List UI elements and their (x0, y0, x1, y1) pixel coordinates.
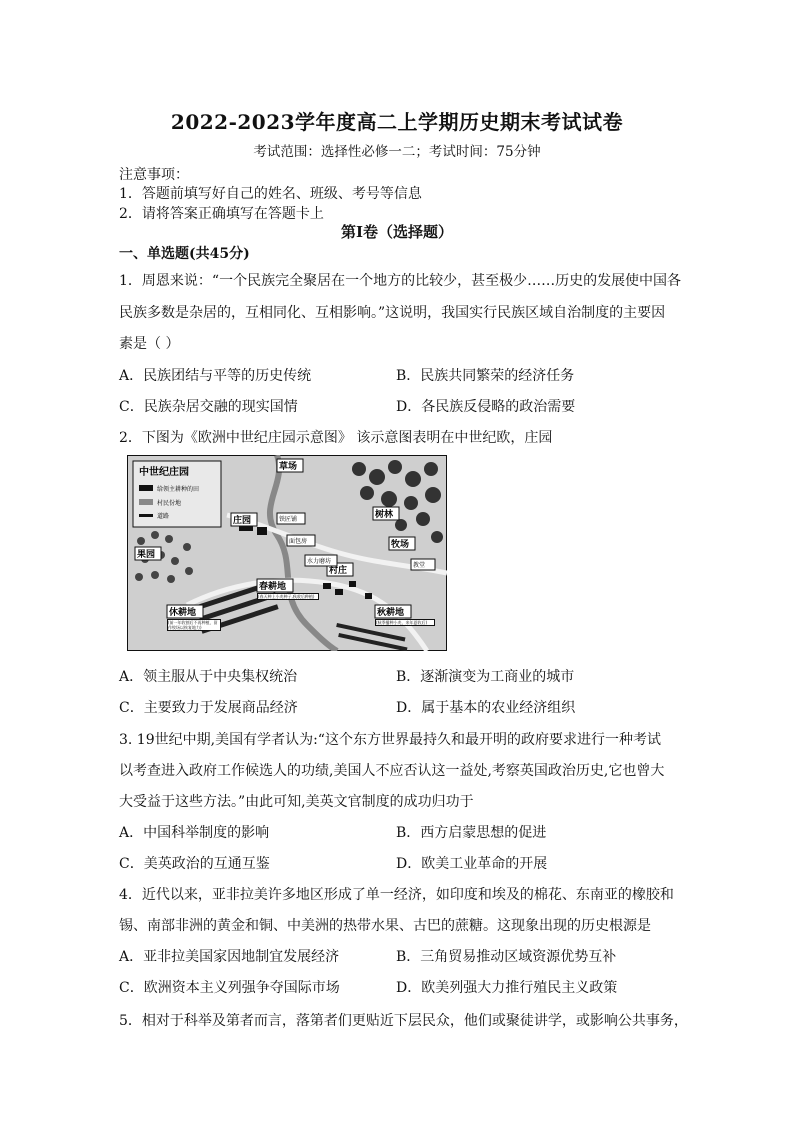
question-1-option-a: A．民族团结与平等的历史传统 (119, 368, 312, 384)
autumn-field-note: (秋季播种小麦，来年夏收后) (375, 619, 435, 626)
notes-heading: 注意事项： (119, 167, 189, 183)
question-3-option-a: A．中国科举制度的影响 (119, 825, 270, 841)
question-4-option-d: D．欧美列强大力推行殖民主义政策 (396, 980, 618, 996)
label-grassland: 草场 (279, 462, 298, 472)
question-1-option-d: D．各民族反侵略的政治需要 (396, 399, 576, 415)
label-manor: 庄园 (233, 516, 252, 526)
spring-field-note: (春天种上小麦种子,秋收后种植) (257, 593, 319, 600)
legend-villager-field: 村民份地 (157, 500, 182, 507)
page-title: 2022-2023学年度高二上学期历史期末考试试卷 (170, 110, 624, 134)
label-spring-field: 春耕地 (259, 582, 287, 592)
exam-info: 考试范围：选择性必修一二；考试时间：75分钟 (253, 144, 541, 160)
question-1-option-b: B．民族共同繁荣的经济任务 (396, 368, 575, 384)
question-1-option-c: C．民族杂居交融的现实国情 (119, 399, 298, 415)
question-3-option-b: B．西方启蒙思想的促进 (396, 825, 547, 841)
question-2-option-a: A．领主服从于中央集权统治 (119, 669, 298, 685)
question-2-option-c: C．主要致力于发展商品经济 (119, 700, 298, 716)
question-3-line-3: 大受益于这些方法。”由此可知,美英文官制度的成功归功于 (119, 794, 474, 810)
label-watermill: 水力磨坊 (307, 558, 332, 565)
label-autumn-field: 秋耕地 (377, 608, 405, 618)
legend-road: 道路 (157, 513, 170, 520)
label-church: 教堂 (413, 562, 426, 569)
question-4-option-a: A．亚非拉美国家因地制宜发展经济 (119, 949, 340, 965)
question-4-option-b: B．三角贸易推动区域资源优势互补 (396, 949, 617, 965)
question-2-line-1: 2．下图为《欧洲中世纪庄园示意图》 该示意图表明在中世纪欧，庄园 (119, 430, 553, 446)
legend-lord-field: 给领主耕种的田 (157, 486, 200, 493)
question-4-option-c: C．欧洲资本主义列强争夺国际市场 (119, 980, 340, 996)
label-pasture: 牧场 (391, 540, 410, 550)
question-1-line-3: 素是（ ） (119, 336, 180, 352)
label-orchard: 果园 (137, 550, 156, 560)
question-2-option-d: D．属于基本的农业经济组织 (396, 700, 576, 716)
label-fallow-field: 休耕地 (169, 608, 197, 618)
fallow-field-note: (前一年收割后不再种植，留作牧场以恢复地力) (167, 619, 221, 631)
note-item: 2．请将答案正确填写在答题卡上 (119, 206, 324, 222)
question-3-line-1: 3. 19世纪中期,美国有学者认为:“这个东方世界最持久和最开明的政府要求进行一种考试 (119, 732, 661, 748)
question-1-line-2: 民族多数是杂居的，互相同化、互相影响。”这说明，我国实行民族区域自治制度的主要因 (119, 305, 666, 321)
label-forest: 树林 (375, 510, 394, 520)
volume-heading: 第Ⅰ卷（选择题） (340, 223, 454, 241)
question-4-line-2: 锡、南部非洲的黄金和铜、中美洲的热带水果、古巴的蔗糖。这现象出现的历史根源是 (119, 918, 651, 934)
map-title: 中世纪庄园 (139, 467, 189, 478)
label-village: 村庄 (329, 566, 348, 576)
question-1-line-1: 1．周恩来说：“一个民族完全聚居在一个地方的比较少，甚至极少……历史的发展使中国各 (119, 273, 682, 289)
question-2-option-b: B．逐渐演变为工商业的城市 (396, 669, 575, 685)
question-3-option-c: C．美英政治的互通互鉴 (119, 856, 270, 872)
manor-map (127, 455, 447, 651)
question-5-line-1: 5．相对于科举及第者而言，落第者们更贴近下层民众，他们或聚徒讲学，或影响公共事务， (119, 1013, 688, 1029)
question-3-option-d: D．欧美工业革命的开展 (396, 856, 548, 872)
label-bakery: 面包房 (289, 538, 308, 545)
question-4-line-1: 4．近代以来，亚非拉美许多地区形成了单一经济，如印度和埃及的棉花、东南亚的橡胶和 (119, 887, 674, 903)
label-blacksmith: 铁匠铺 (279, 516, 298, 523)
note-item: 1．答题前填写好自己的姓名、班级、考号等信息 (119, 186, 422, 202)
part-heading: 一、单选题(共45分) (119, 246, 250, 262)
question-3-line-2: 以考查进入政府工作候选人的功绩,美国人不应否认这一益处,考察英国政治历史,它也曾大 (119, 763, 665, 779)
